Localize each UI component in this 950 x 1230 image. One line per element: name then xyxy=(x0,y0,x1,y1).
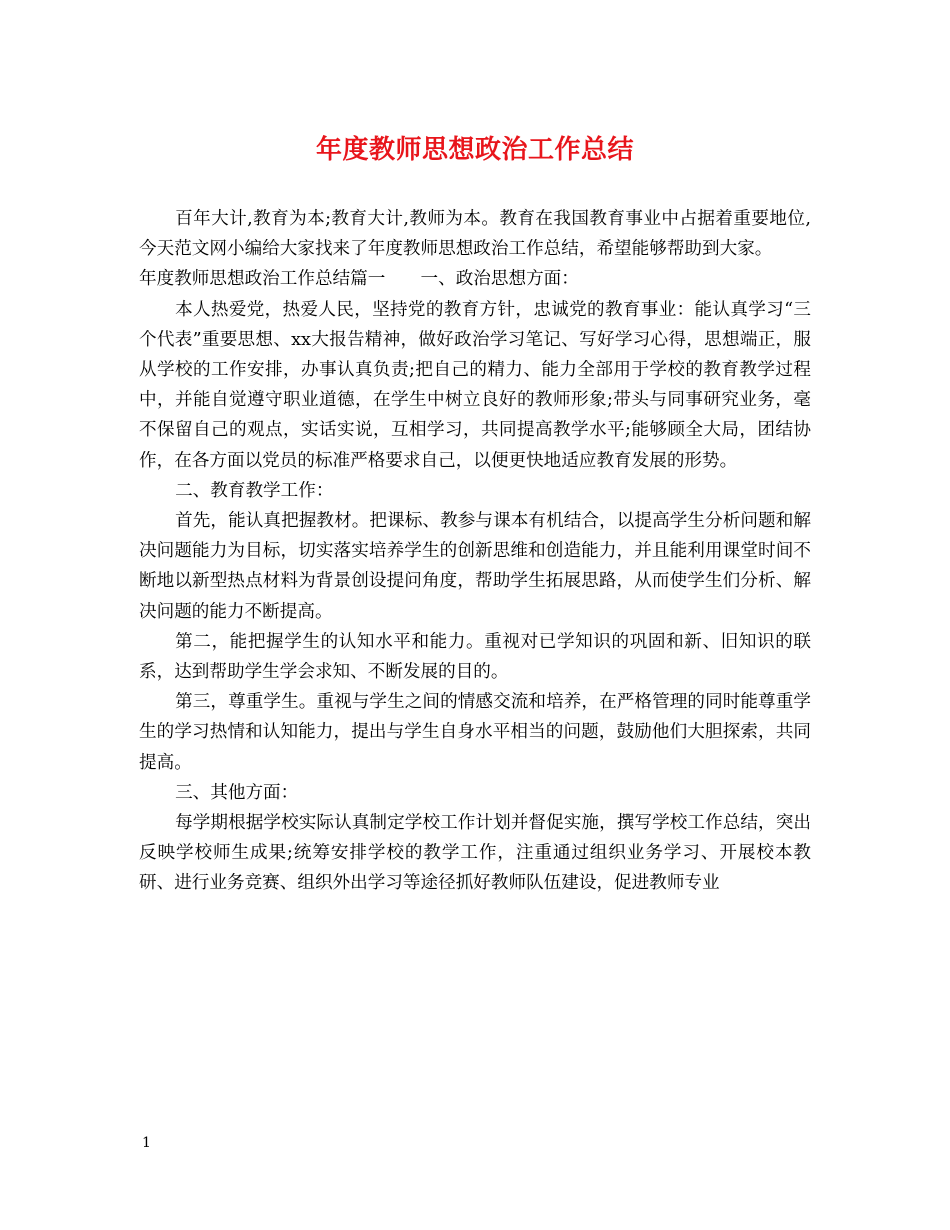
paragraph-second: 第二，能把握学生的认知水平和能力。重视对已学知识的巩固和新、旧知识的联系，达到帮助学生学会求知、不断发展的目的。 xyxy=(139,631,811,683)
page-number: 1 xyxy=(142,1135,151,1151)
paragraph-heading-teaching: 二、教育教学工作： xyxy=(175,480,334,501)
paragraph-heading-other: 三、其他方面： xyxy=(175,782,299,803)
paragraph-third: 第三，尊重学生。重视与学生之间的情感交流和培养，在严格管理的同时能尊重学生的学习热情和认知能力，提出与学生自身水平相当的问题，鼓励他们大胆探索，共同提高。 xyxy=(139,692,811,773)
paragraph-intro: 百年大计,教育为本;教育大计,教师为本。教育在我国教育事业中占据着重要地位,今天范文网小编给大家找来了年度教师思想政治工作总结，希望能够帮助到大家。 xyxy=(139,209,811,260)
document-title: 年度教师思想政治工作总结 xyxy=(315,135,634,165)
paragraph-other: 每学期根据学校实际认真制定学校工作计划并督促实施，撰写学校工作总结，突出反映学校师生成果;统筹安排学校的教学工作，注重通过组织业务学习、开展校本教研、进行业务竞赛、组织外出学习等途径抓好教师队伍建设，促进教师专业 xyxy=(139,813,811,894)
paragraph-political: 本人热爱党，热爱人民，坚持党的教育方针，忠诚党的教育事业：能认真学习“三个代表”重要思想、xx大报告精神，做好政治学习笔记、写好学习心得，思想端正，服从学校的工作安排，办事认真负责;把自己的精力、能力全部用于学校的教育教学过程中，并能自觉遵守职业道德，在学生中树立良好的教师形象;带头与同事研究业务，毫不保留自己的观点，实话实说，互相学习，共同提高教学水平;能够顾全大局，团结协作，在各方面以党员的标准严格要求自己，以便更快地适应教育发展的形势。 xyxy=(139,299,811,471)
document-body xyxy=(139,204,811,899)
paragraph-section-heading: 年度教师思想政治工作总结篇一 一、政治思想方面： xyxy=(139,269,579,290)
paragraph-first: 首先，能认真把握教材。把课标、教参与课本有机结合，以提高学生分析问题和解决问题能力为目标，切实落实培养学生的创新思维和创造能力，并且能利用课堂时间不断地以新型热点材料为背景创设提问角度，帮助学生拓展思路，从而使学生们分析、解决问题的能力不断提高。 xyxy=(139,511,811,622)
